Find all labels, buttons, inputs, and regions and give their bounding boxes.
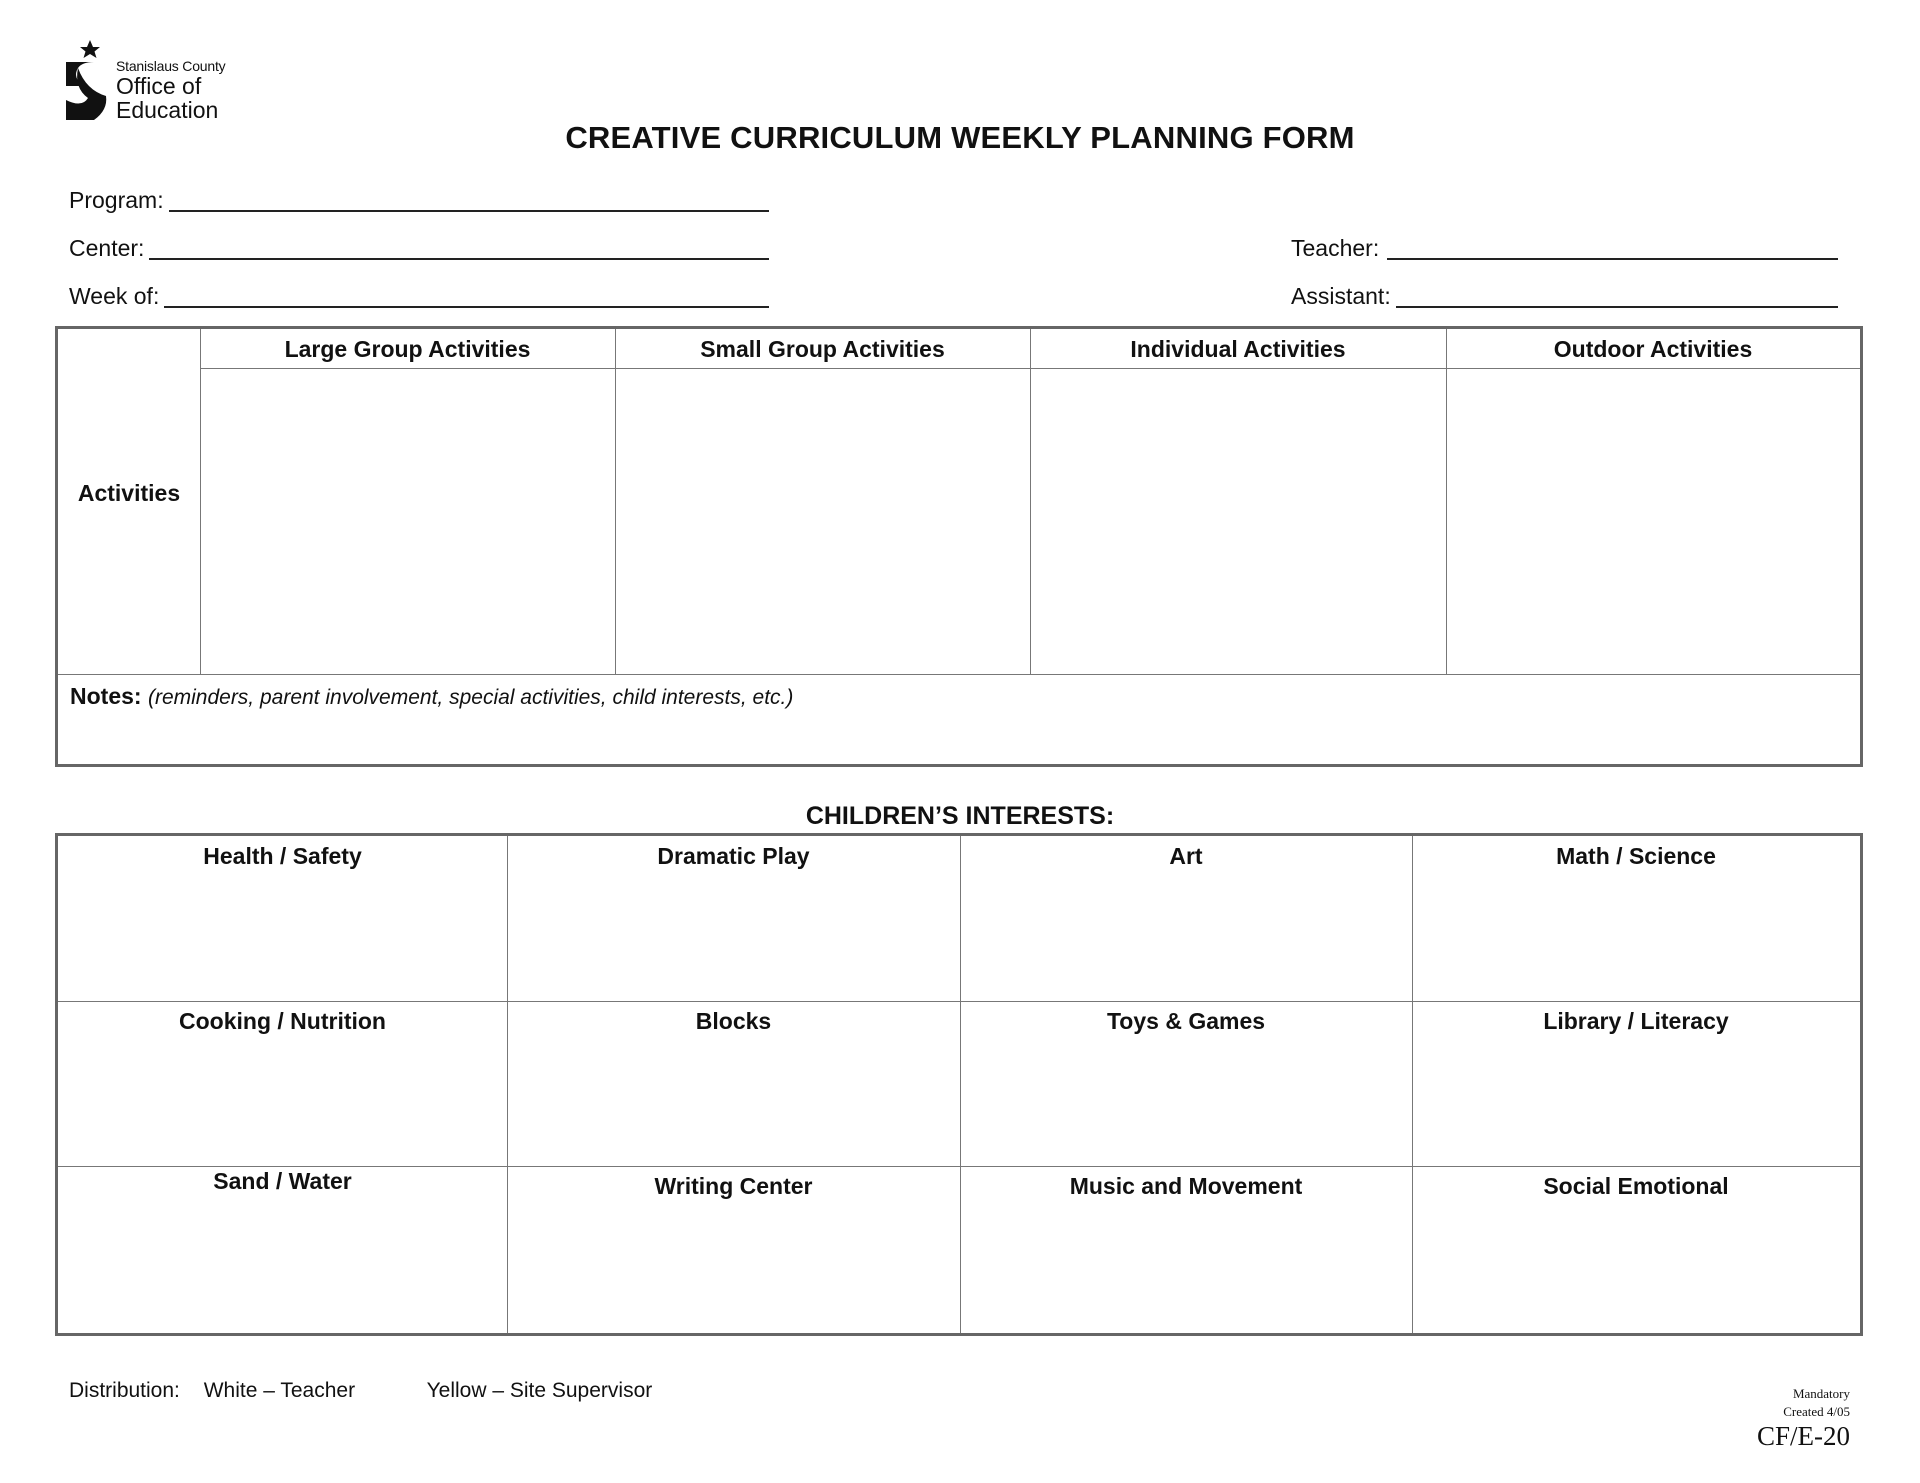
form-code: CF/E-20 (1756, 1421, 1850, 1451)
created-date: Created 4/05 (1783, 1404, 1850, 1419)
org-logo (64, 38, 244, 128)
program-label: Program: (69, 187, 164, 213)
distribution-label: Distribution: (69, 1379, 180, 1402)
notes-label: Notes: (70, 683, 142, 709)
notes-hint: (reminders, parent involvement, special activities, child interests, etc.) (147, 686, 794, 709)
interest-sand-water: Sand / Water (213, 1168, 352, 1194)
interest-health-safety: Health / Safety (203, 843, 362, 869)
org-name-line1: Office of (116, 73, 202, 99)
distribution-note (69, 1379, 670, 1403)
interest-music-movement: Music and Movement (1069, 1173, 1303, 1199)
interest-toys-games: Toys & Games (1106, 1008, 1266, 1034)
teacher-field[interactable] (1291, 232, 1838, 262)
center-line (149, 258, 769, 260)
interest-cooking-nutrition: Cooking / Nutrition (179, 1008, 386, 1034)
interest-dramatic-play: Dramatic Play (657, 843, 810, 869)
col-individual: Individual Activities (1130, 336, 1346, 362)
week-of-line (164, 306, 769, 308)
org-name-line2: Education (116, 97, 219, 123)
planning-table (55, 326, 1863, 767)
cell-individual[interactable] (1032, 370, 1445, 673)
center-label: Center: (69, 235, 145, 261)
county-logo-icon (64, 38, 116, 124)
col-large-group: Large Group Activities (284, 336, 531, 362)
cell-small-group[interactable] (617, 370, 1029, 673)
mandatory-note: Mandatory (1792, 1386, 1850, 1401)
form-title: CREATIVE CURRICULUM WEEKLY PLANNING FORM (565, 120, 1355, 155)
program-line (169, 210, 769, 212)
program-field[interactable] (69, 184, 769, 214)
interest-art: Art (1169, 843, 1203, 869)
assistant-line (1396, 306, 1838, 308)
center-field[interactable] (69, 232, 769, 262)
col-outdoor: Outdoor Activities (1553, 336, 1753, 362)
row-activities: Activities (77, 480, 181, 506)
col-small-group: Small Group Activities (700, 336, 945, 362)
interests-grid (55, 833, 1863, 1336)
distribution-yellow: Yellow – Site Supervisor (426, 1379, 653, 1402)
distribution-white: White – Teacher (203, 1379, 356, 1402)
interest-library-literacy: Library / Literacy (1543, 1008, 1729, 1034)
interest-blocks: Blocks (695, 1008, 772, 1034)
week-of-field[interactable] (69, 280, 769, 310)
assistant-label: Assistant: (1291, 283, 1391, 309)
assistant-field[interactable] (1291, 280, 1838, 310)
teacher-label: Teacher: (1291, 235, 1380, 261)
interest-math-science: Math / Science (1556, 843, 1716, 869)
interests-title: CHILDREN’S INTERESTS: (805, 802, 1115, 830)
notes-area[interactable] (70, 683, 793, 710)
interest-social-emotional: Social Emotional (1543, 1173, 1729, 1199)
org-name-small: Stanislaus County (116, 58, 226, 74)
cell-large-group[interactable] (202, 370, 614, 673)
cell-outdoor[interactable] (1448, 370, 1859, 673)
week-of-label: Week of: (69, 283, 160, 309)
interest-writing-center: Writing Center (654, 1173, 813, 1199)
teacher-line (1387, 258, 1838, 260)
